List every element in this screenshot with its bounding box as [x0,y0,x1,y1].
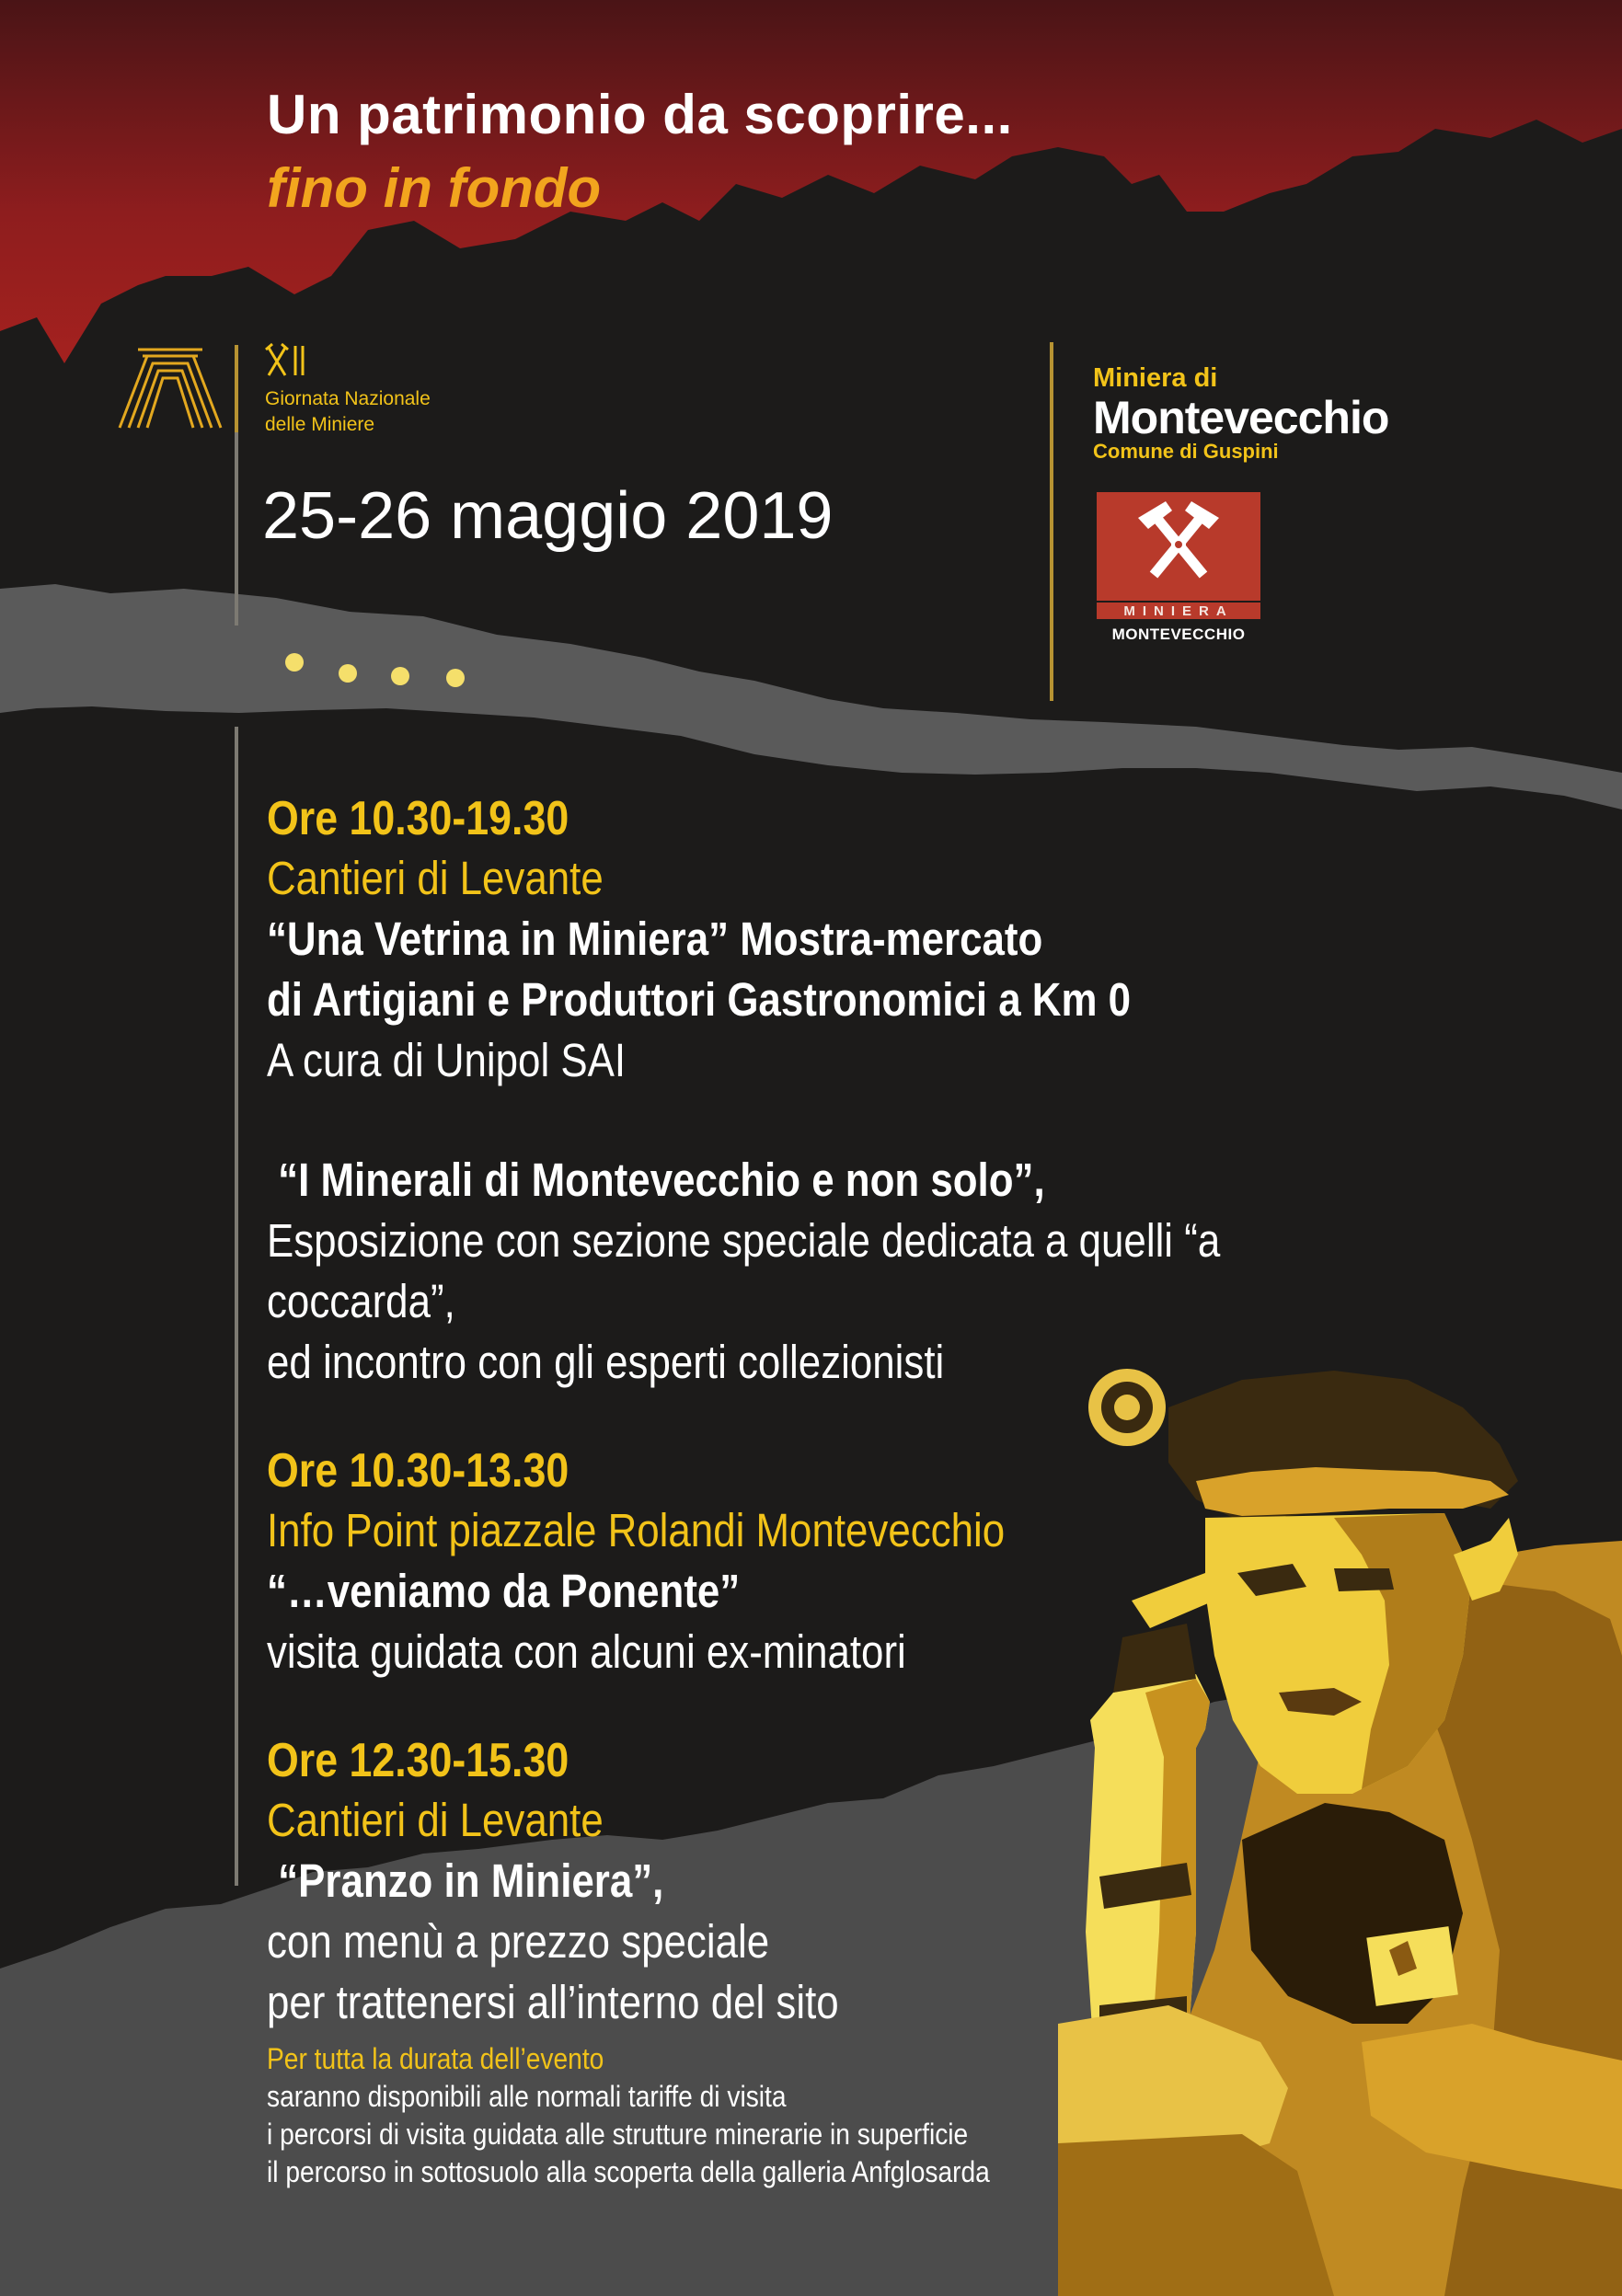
timeline-line-main [235,727,238,1886]
schedule-extra-title: “I Minerali di Montevecchio e non solo”, [267,1154,1045,1206]
footer-line: il percorso in sottosuolo alla scoperta della galleria Anfglosarda [267,2155,990,2188]
schedule-title: “…veniamo da Ponente” [267,1565,741,1617]
schedule-place: Cantieri di Levante [267,1794,604,1846]
schedule-time: Ore 10.30-19.30 [267,792,569,845]
event-date: 25-26 maggio 2019 [262,479,834,553]
timeline-dot [391,667,409,685]
subheadline: fino in fondo [267,157,602,219]
schedule-place: Info Point piazzale Rolandi Montevecchio [267,1504,1006,1556]
schedule-desc: A cura di Unipol SAI [267,1034,627,1086]
event-brand-line2: delle Miniere [265,414,375,435]
schedule-desc: visita guidata con alcuni ex-minatori [267,1625,906,1678]
schedule-desc: per trattenersi all’interno del sito [267,1976,839,2028]
schedule-time: Ore 12.30-15.30 [267,1734,569,1787]
footer-line: saranno disponibili alle normali tariffe di visita [267,2080,787,2113]
logo-word-miniera: MINIERA [1123,603,1234,619]
organizer-pre: Miniera di [1093,363,1218,393]
timeline-line-top [235,432,238,626]
schedule-time: Ore 10.30-13.30 [267,1444,569,1498]
footer-heading: Per tutta la durata dell’evento [267,2042,604,2075]
schedule-desc: con menù a prezzo speciale [267,1915,770,1968]
miner-illustration [1058,1361,1622,2296]
schedule-extra-desc: Esposizione con sezione speciale dedicata a quelli “a coccarda”, [267,1214,1221,1327]
schedule-title: “Una Vetrina in Miniera” Mostra-mercato [267,913,1043,965]
miniera-montevecchio-logo [1097,492,1260,626]
schedule-place: Cantieri di Levante [267,852,604,904]
timeline-dot [285,653,304,672]
footer-note [267,2040,1157,2191]
timeline-dot [339,664,357,683]
headline: Un patrimonio da scoprire... [267,84,1013,145]
brand-divider [235,345,238,432]
organizer-comune: Comune di Guspini [1093,440,1279,463]
schedule-title: di Artigiani e Produttori Gastronomici a Km 0 [267,973,1132,1026]
event-brand-line1: Giornata Nazionale [265,388,431,409]
mine-headframe-icon [110,345,230,432]
schedule-extra-desc: ed incontro con gli esperti collezionisti [267,1336,945,1388]
organizer-divider [1050,342,1053,701]
crossed-hammers-xi-icon [265,342,307,379]
footer-line: i percorsi di visita guidata alle strutture minerarie in superficie [267,2118,969,2151]
schedule-item [267,789,1390,1393]
organizer-name: Montevecchio [1093,392,1389,443]
timeline-dot [446,669,465,687]
schedule-title: “Pranzo in Miniera”, [267,1854,664,1907]
logo-word-montevecchio: MONTEVECCHIO [1111,626,1246,643]
event-brand-label [265,386,486,438]
